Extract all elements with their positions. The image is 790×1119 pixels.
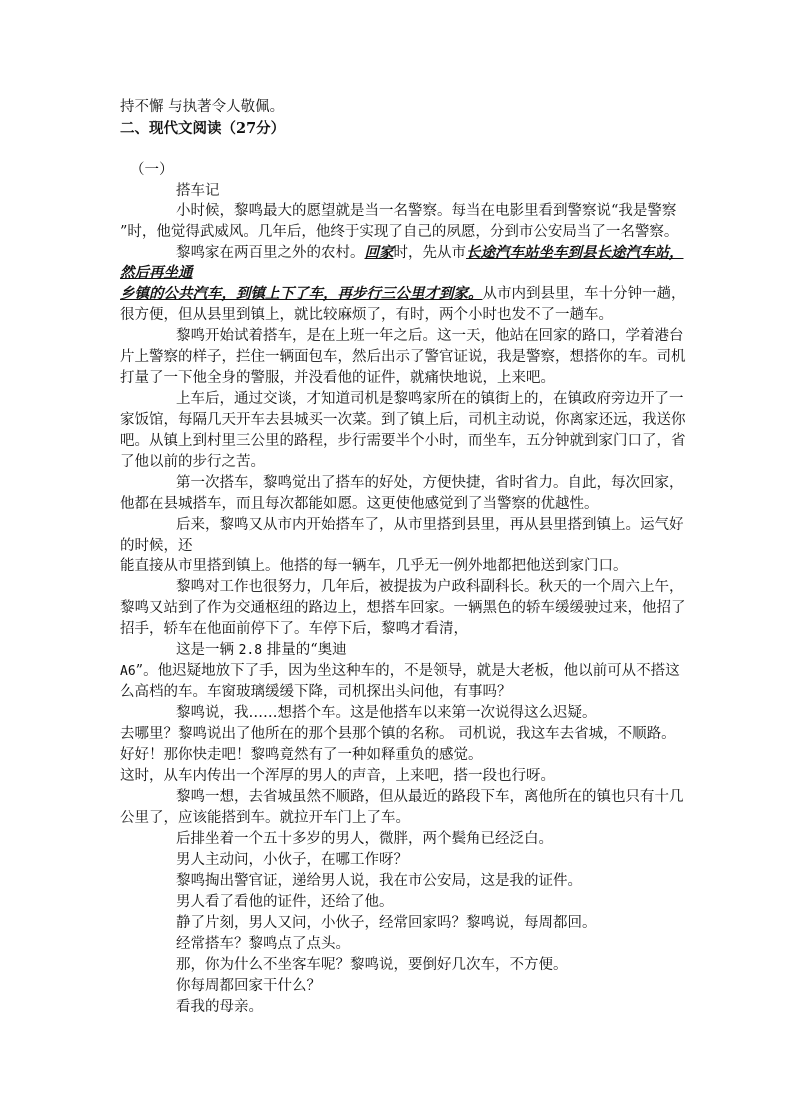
subsection-label: （一） xyxy=(130,162,174,178)
text-line: 持不懈 与执著令人敬佩。 xyxy=(120,99,285,115)
paragraph-line: 家饭馆，每隔几天开车去县城买一次菜。到了镇上后，司机主动说，你离家还远，我送你 xyxy=(120,412,686,428)
paragraph-line: 这时，从车内传出一个浑厚的男人的声音，上来吧，搭一段也行呀。 xyxy=(120,768,555,784)
paragraph-line: 看我的母亲。 xyxy=(176,999,263,1015)
story-title: 搭车记 xyxy=(176,183,220,199)
paragraph-line: 第一次搭车，黎鸣觉出了搭车的好处，方便快捷，省时省力。自此，每次回家， xyxy=(176,475,684,491)
paragraph-line: 的时候，还 xyxy=(120,538,193,554)
paragraph-line: ”时，他觉得武威风。几年后，他终于实现了自己的夙愿，分到市公安局当了一名警察。 xyxy=(120,224,679,240)
paragraph-line: 黎鸣掏出警官证，递给男人说，我在市公安局，这是我的证件。 xyxy=(176,873,582,889)
paragraph-line: 片上警察的样子，拦住一辆面包车，然后出示了警官证说，我是警察，想搭你的车。司机 xyxy=(120,349,686,365)
text-segment: 黎鸣家在两百里之外的农村。 xyxy=(176,245,365,261)
paragraph-line xyxy=(176,640,347,661)
paragraph-line: 很方便，但从县里到镇上，就比较麻烦了，有时，两个小时也发不了一趟车。 xyxy=(120,307,613,323)
text-segment: 时，先从市 xyxy=(393,245,466,261)
paragraph-line: 小时候，黎鸣最大的愿望就是当一名警察。每当在电影里看到警察说“我是警察 xyxy=(176,203,677,219)
paragraph-line xyxy=(120,661,680,682)
text-segment: 这是一辆 xyxy=(176,642,234,658)
underlined-text: 乡镇的公共汽车，到镇上下了车，再步行三公里才到家。 xyxy=(120,285,483,302)
section-heading: 二、现代文阅读（27分） xyxy=(120,120,286,137)
paragraph-line: 了他以前的步行之苦。 xyxy=(120,454,265,470)
text-segment: 排量的“奥迪 xyxy=(266,642,347,658)
paragraph-line: 打量了一下他全身的警服，并没看他的证件，就痛快地说，上来吧。 xyxy=(120,370,555,386)
text-segment: ”。他迟疑地放下了手，因为坐这种车的，不是领导，就是大老板，他以前可从不搭这 xyxy=(135,663,680,679)
paragraph-line: 他都在县城搭车，而且每次都能如愿。这更使他感觉到了当警察的优越性。 xyxy=(120,496,599,512)
underlined-text: 回家 xyxy=(364,244,394,261)
paragraph-line: 能直接从市里搭到镇上。他搭的每一辆车，几乎无一例外地都把他送到家门口。 xyxy=(120,558,628,574)
paragraph-line: 静了片刻，男人又问，小伙子，经常回家吗？黎鸣说，每周都回。 xyxy=(176,915,597,931)
paragraph-line: 你每周都回家干什么？ xyxy=(176,978,321,994)
paragraph-line: 黎鸣对工作也很努力，几年后，被提拔为户政科副科长。秋天的一个周六上午， xyxy=(176,579,684,595)
displacement-value: 2.8 xyxy=(238,643,263,658)
paragraph-line: 黎鸣说，我……想搭个车。这是他搭车以来第一次说得这么迟疑。 xyxy=(176,705,597,721)
paragraph-line: 黎鸣一想，去省城虽然不顺路，但从最近的路段下车，离他所在的镇也只有十几 xyxy=(176,789,684,805)
underlined-text: 然后再坐通 xyxy=(120,264,193,281)
paragraph-line xyxy=(176,243,684,263)
paragraph-line: 后排坐着一个五十多岁的男人，微胖，两个鬓角已经泛白。 xyxy=(176,831,553,847)
paragraph-line: 男人看了看他的证件，还给了他。 xyxy=(176,894,394,910)
paragraph-line xyxy=(120,284,686,304)
paragraph-line: 上车后，通过交谈，才知道司机是黎鸣家所在的镇街上的，在镇政府旁边开了一 xyxy=(176,391,684,407)
paragraph-line: 黎鸣又站到了作为交通枢纽的路边上，想搭车回家。一辆黑色的轿车缓缓驶过来，他招了 xyxy=(120,600,686,616)
car-model: A6 xyxy=(120,664,136,679)
underlined-text: 长途汽车站坐车到县长途汽车站， xyxy=(466,244,684,261)
text-segment: 从市内到县里，车十分钟一趟， xyxy=(482,286,686,302)
paragraph-line: 好好！那你快走吧！黎鸣竟然有了一种如释重负的感觉。 xyxy=(120,747,483,763)
paragraph-line: 那，你为什么不坐客车呢？黎鸣说，要倒好几次车，不方便。 xyxy=(176,957,568,973)
paragraph-line: 招手，轿车在他面前停下了。车停下后，黎鸣才看清， xyxy=(120,621,468,637)
paragraph-line: 后来，黎鸣又从市内开始搭车了，从市里搭到县里，再从县里搭到镇上。运气好 xyxy=(176,517,684,533)
paragraph-line: 经常搭车？黎鸣点了点头。 xyxy=(176,936,350,952)
paragraph-line: 黎鸣开始试着搭车，是在上班一年之后。这一天，他站在回家的路口，学着港台 xyxy=(176,328,684,344)
paragraph-line: 去哪里？黎鸣说出了他所在的那个县那个镇的名称。 司机说，我这车去省城，不顺路。 xyxy=(120,726,676,742)
paragraph-line: 吧。从镇上到村里三公里的路程，步行需要半个小时，而坐车，五分钟就到家门口了，省 xyxy=(120,433,686,449)
paragraph-line: 男人主动问，小伙子，在哪工作呀？ xyxy=(176,852,408,868)
paragraph-line: 公里了，应该能搭到车。就拉开车门上了车。 xyxy=(120,810,410,826)
paragraph-line: 么高档的车。车窗玻璃缓缓下降，司机探出头问他，有事吗？ xyxy=(120,684,512,700)
